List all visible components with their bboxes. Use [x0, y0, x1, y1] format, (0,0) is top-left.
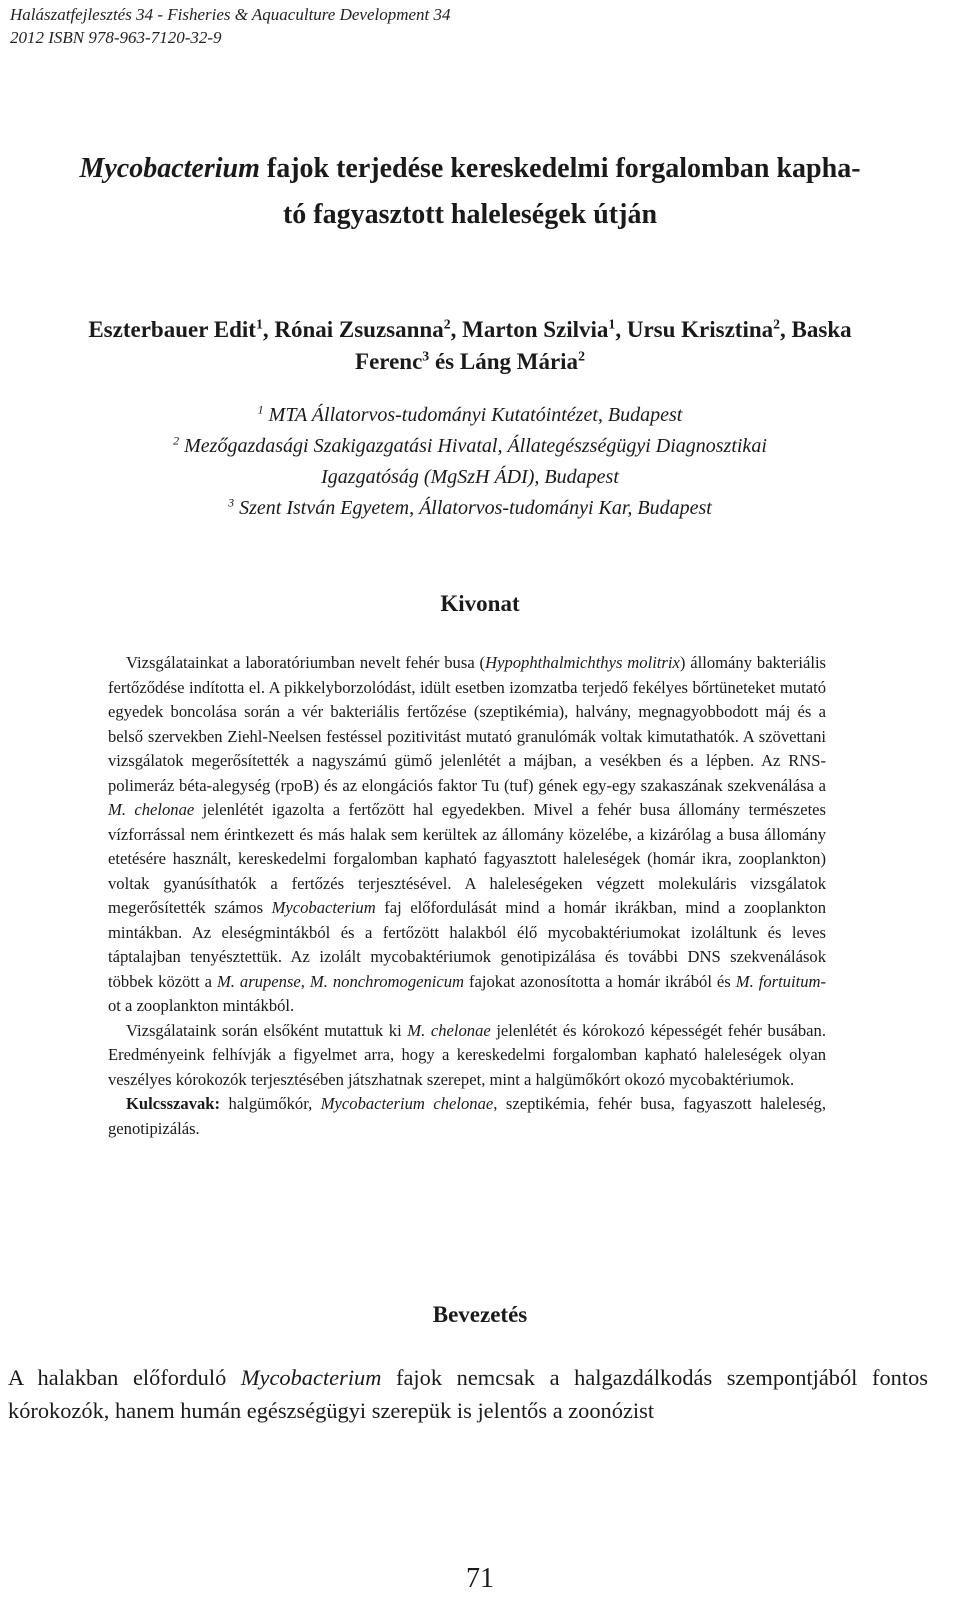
introduction-body — [8, 1361, 928, 1427]
affiliation-list — [20, 400, 920, 524]
text-run: fajokat azonosította a homár ikrából és — [464, 971, 736, 991]
isbn-line: 2012 ISBN 978-963-7120-32-9 — [10, 28, 222, 47]
species-name: M. chelonae — [407, 1020, 491, 1040]
paper-title — [20, 146, 920, 238]
abstract-heading: Kivonat — [440, 591, 520, 616]
page-number: 71 — [466, 1563, 494, 1594]
title-line1: fajok terjedése kereskedelmi forgalomban kapha- — [259, 153, 861, 184]
author: , Rónai Zsuzsanna — [262, 317, 444, 342]
text-run: halgümőkór, — [220, 1094, 321, 1113]
genus-name: Mycobacterium — [271, 898, 376, 917]
author: , Baska — [780, 317, 852, 342]
journal-line: Halászatfejlesztés 34 - Fisheries & Aquaculture Development 34 — [10, 5, 451, 24]
author: és Láng Mária — [429, 349, 579, 374]
abstract-paragraph — [108, 1019, 826, 1093]
species-name: Hypophthalmichthys molitrix — [485, 653, 680, 672]
author-list — [20, 314, 920, 378]
title-genus: Mycobacterium — [79, 153, 260, 184]
introduction-heading: Bevezetés — [432, 1302, 528, 1327]
text-run: ) állomány bakteriális fertőződése indította el. A pikkelyborzolódást, idült esetben izomzatba terjedő fekélyes bőrtüneteket mutató egyedek boncolása során a vér bakteriális fertőzése (szeptikémia), halvány, megnagyobbodott máj és a belső szervekben Ziehl-Neelsen festéssel pozitivitást mutató granulómák voltak kimutathatók. A szövettani vizsgálatok megerősítették a nagyszámú gümő jelenlétét a májban, a vesékben és a lépben. Az RNS-polimeráz béta-alegység (rpoB) és az elongációs faktor Tu (tuf) gének egy-egy szakaszának szekvenálása a — [108, 653, 827, 795]
species-name: M. arupense — [216, 971, 301, 991]
introduction-paragraph — [8, 1361, 928, 1427]
affiliation-text: Mezőgazdasági Szakigazgatási Hivatal, Állategészségügyi Diagnosztikai — [179, 435, 767, 457]
species-name: M. chelonae — [108, 800, 195, 819]
affiliation-1 — [20, 400, 920, 431]
text-run: jelenlétét igazolta a fertőzött hal egyedekben. Mivel a fehér busa állomány természetes vízforrással nem érintkezett és más halak sem kerültek az állomány közelébe, a kizárólag a busa állomány etetésére használt, kereskedelmi forgalomban kapható fagyasztott haleleségek (homár ikra, zooplankton) voltak gyanúsíthatók a fertőzés terjesztésével. A haleleségeken végzett molekuláris vizsgálatok megerősítették számos — [108, 800, 827, 917]
affiliation-text: Szent István Egyetem, Állatorvos-tudományi Kar, Budapest — [234, 497, 712, 519]
text-run: fajok nemcsak a halgazdálkodás szempontjából fontos kórokozók, hanem humán egészségügyi szerepük is jelentős a zoonózist — [8, 1365, 928, 1423]
keywords-label: Kulcsszavak: — [126, 1094, 221, 1113]
affiliation-mark: 2 — [173, 433, 180, 448]
affiliation-mark: 1 — [257, 402, 264, 417]
affiliation-2-cont: Igazgatóság (MgSzH ÁDI), Budapest — [321, 466, 619, 488]
author: Eszterbauer Edit — [88, 317, 256, 342]
author-affiliation-mark: 2 — [443, 316, 451, 332]
abstract-paragraph — [108, 651, 826, 1019]
species-name: M. fortuitum — [735, 971, 821, 991]
running-header — [10, 3, 451, 49]
text-run: , szeptikémia, fehér busa, fagyaszott haleleség, genotipizálás. — [108, 1094, 826, 1138]
text-run: faj előfordulását mind a homár ikrákban, mind a zooplankton mintákban. Az eleségmintákból és a fertőzött halakból élő mycobaktériumokat izoláltunk és leves táptalajban tenyésztettük. Az izolált mycobaktériumok genotipizálása és további DNS szekvenálások többek között a — [108, 898, 826, 991]
species-name: M. nonchromogenicum — [309, 971, 465, 991]
text-run: Vizsgálataink során elsőként mutattuk ki — [126, 1020, 408, 1040]
author-affiliation-mark: 2 — [578, 348, 585, 364]
text-run: , — [300, 971, 310, 991]
author-affiliation-mark: 2 — [773, 316, 781, 332]
author: , Marton Szilvia — [450, 317, 609, 342]
affiliation-3 — [20, 493, 920, 524]
author-affiliation-mark: 1 — [255, 316, 263, 332]
affiliation-mark: 3 — [228, 495, 235, 510]
affiliation-2 — [20, 431, 920, 462]
text-run: Vizsgálatainkat a laboratóriumban nevelt fehér busa ( — [126, 653, 486, 672]
abstract-body — [108, 651, 826, 1141]
genus-name: Mycobacterium — [240, 1365, 382, 1390]
keywords — [108, 1092, 826, 1141]
text-run: A halakban előforduló — [8, 1365, 241, 1390]
text-run: jelenlétét és kórokozó képességét fehér busában. Eredményeink felhívják a figyelmet arra, hogy a kereskedelmi forgalomban kapható haleleségek olyan veszélyes kórokozók terjesztésében játszhatnak szerepet, mint a halgümőkórt okozó mycobaktériumok. — [108, 1020, 826, 1089]
affiliation-text: MTA Állatorvos-tudományi Kutatóintézet, Budapest — [263, 404, 683, 426]
author: , Ursu Krisztina — [615, 317, 774, 342]
author-affiliation-mark: 3 — [422, 348, 430, 364]
text-run: -ot a zooplankton mintákból. — [108, 971, 827, 1015]
title-line2: tó fagyasztott haleleségek útján — [282, 199, 658, 230]
species-name: Mycobacterium chelonae — [320, 1094, 494, 1113]
author: Ferenc — [355, 349, 423, 374]
author-affiliation-mark: 1 — [608, 316, 616, 332]
